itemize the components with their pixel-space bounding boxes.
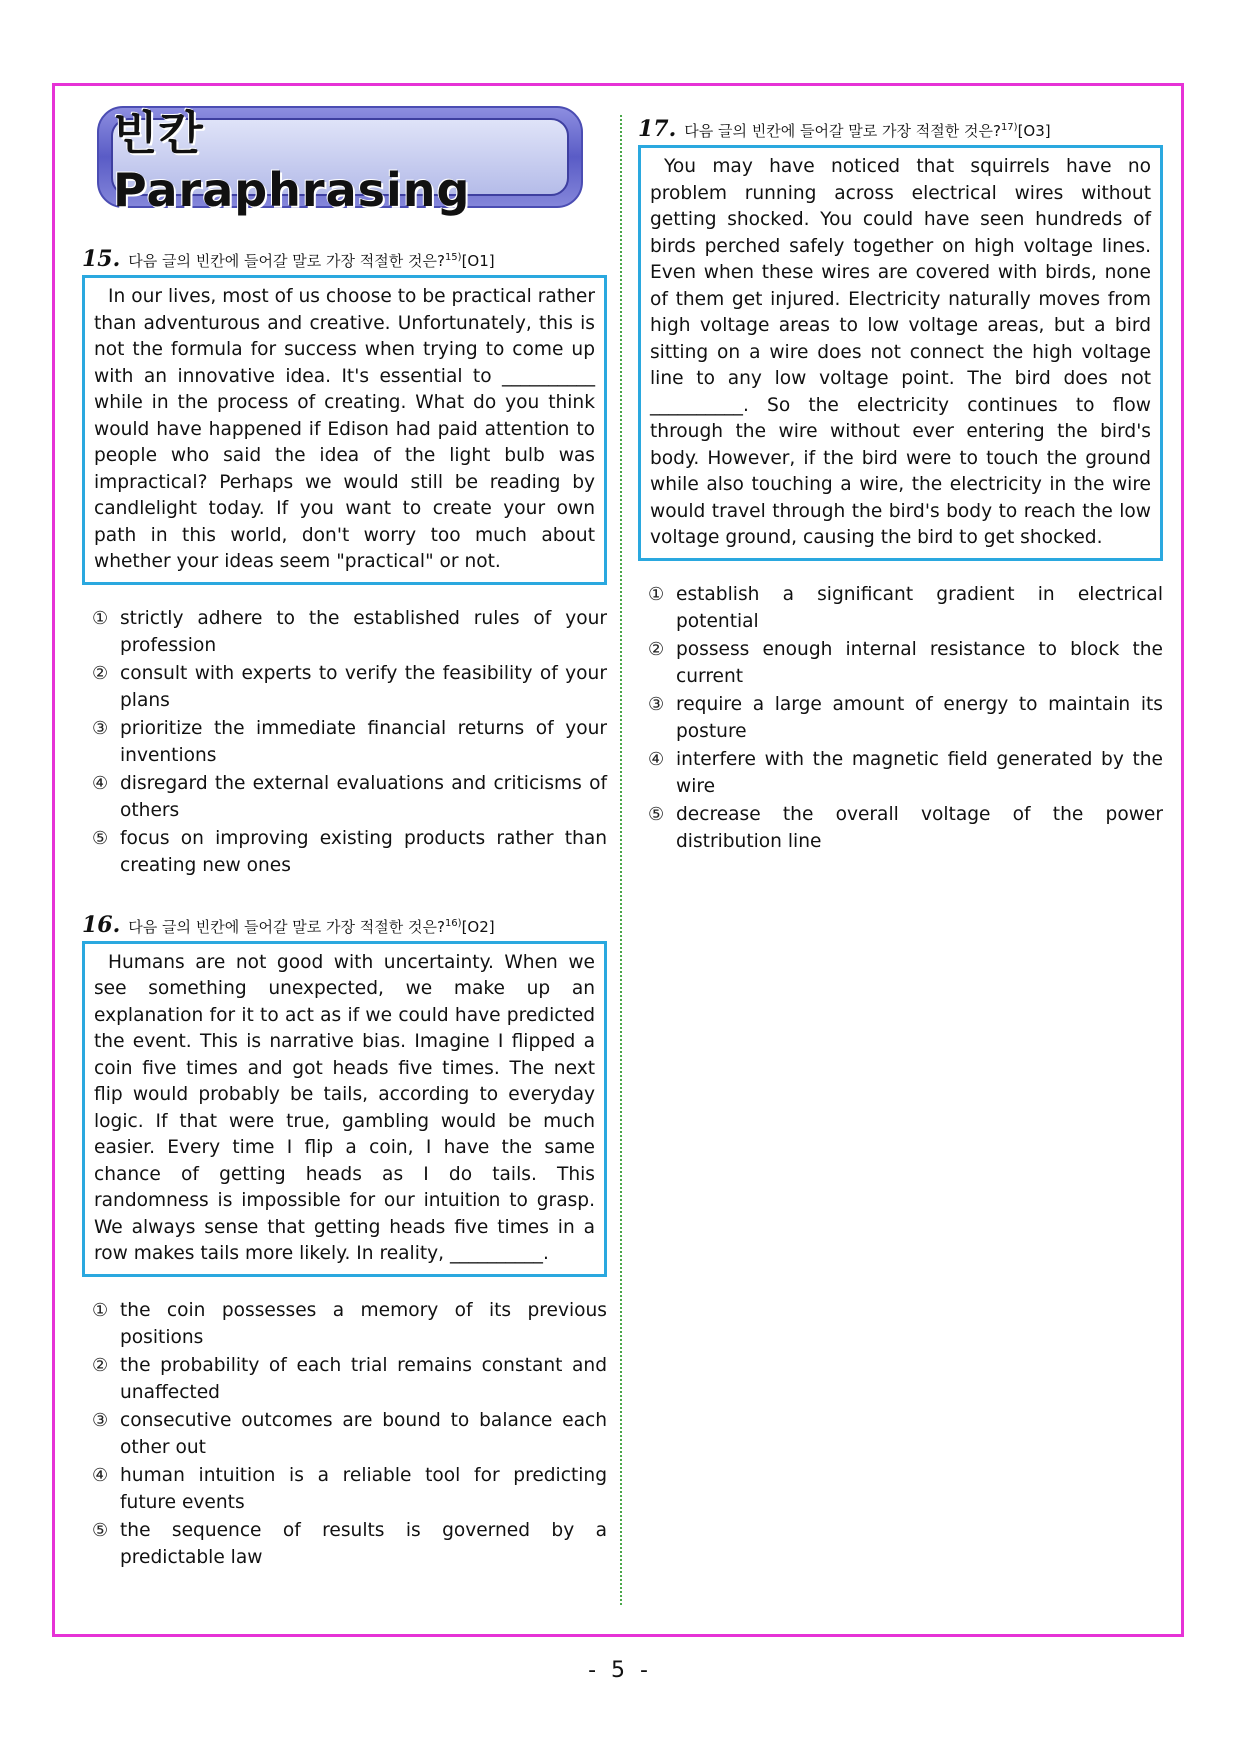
choice-text: establish a significant gradient in electrical potential bbox=[676, 583, 1163, 632]
footnote-ref: 17) bbox=[1000, 122, 1018, 133]
choice-number: ② bbox=[648, 638, 665, 660]
page-title: 빈칸 Paraphrasing bbox=[113, 106, 471, 217]
choice-item[interactable] bbox=[82, 1352, 607, 1407]
question-16 bbox=[82, 912, 607, 1572]
choice-text: the probability of each trial remains constant and unaffected bbox=[120, 1354, 607, 1403]
choice-number: ④ bbox=[92, 1464, 109, 1486]
question-header bbox=[82, 912, 607, 938]
choice-item[interactable] bbox=[638, 691, 1163, 746]
choice-text: prioritize the immediate financial returns of your inventions bbox=[120, 717, 607, 766]
question-number: 15. bbox=[82, 246, 121, 272]
choice-item[interactable] bbox=[638, 581, 1163, 636]
choice-text: possess enough internal resistance to block the current bbox=[676, 638, 1163, 687]
choice-number: ② bbox=[92, 662, 109, 684]
right-column bbox=[638, 116, 1163, 856]
title-banner-inner bbox=[111, 106, 569, 217]
choice-item[interactable] bbox=[638, 801, 1163, 856]
question-instruction: 다음 글의 빈칸에 들어갈 말로 가장 적절한 것은?$^{16)}$[O2] bbox=[128, 917, 495, 936]
passage-box: Humans are not good with uncertainty. When we see something unexpected, we make up an explanation for it to act as if we could have predicted the event. This is narrative bias. Imagine I flipped a coin five times and got heads five times. The next flip would probably be tails, according to everyday logic. If that were true, gambling would be much easier. Every time I flip a coin, I have the same chance of getting heads as I do tails. This randomness is impossible for our intuition to grasp. We always sense that getting heads five times in a row makes tails more likely. In reality, __________. bbox=[82, 941, 607, 1277]
choice-number: ⑤ bbox=[92, 1519, 109, 1541]
choice-text: decrease the overall voltage of the power distribution line bbox=[676, 803, 1163, 852]
choice-text: the coin possesses a memory of its previous positions bbox=[120, 1299, 607, 1348]
footnote-ref: 16) bbox=[444, 917, 462, 929]
column-divider bbox=[620, 115, 622, 1605]
choice-item[interactable] bbox=[82, 1297, 607, 1352]
passage-box: In our lives, most of us choose to be practical rather than adventurous and creative. Unfortunately, this is not the formula for success when trying to come up with an innovative idea. It's essential to __________ while in the process of creating. What do you think would have happened if Edison had paid attention to people who said the idea of the light bulb was impractical? Perhaps we would still be reading by candlelight today. If you want to create your own path in this world, don't worry too much about whether your ideas seem "practical" or not. bbox=[82, 275, 607, 585]
choice-number: ⑤ bbox=[648, 803, 665, 825]
passage-box: You may have noticed that squirrels have no problem running across electrical wires without getting shocked. You could have seen hundreds of birds perched safely together on high voltage lines. Even when these wires are covered with birds, none of them get injured. Electricity naturally moves from high voltage areas to low voltage areas, but a bird sitting on a wire does not connect the high voltage line to any low voltage point. The bird does not __________. So the electricity continues to flow through the wire without ever entering the bird's body. However, if the bird were to touch the ground while also touching a wire, the electricity in the wire would travel through the bird's body to reach the low voltage ground, causing the bird to get shocked. bbox=[638, 145, 1163, 561]
choice-list bbox=[638, 581, 1163, 856]
question-code: [O3] bbox=[1017, 122, 1051, 140]
choice-number: ③ bbox=[648, 693, 665, 715]
choice-text: focus on improving existing products rather than creating new ones bbox=[120, 827, 607, 876]
title-banner bbox=[97, 106, 583, 217]
choice-number: ① bbox=[92, 607, 109, 629]
choice-text: require a large amount of energy to maintain its posture bbox=[676, 693, 1163, 742]
question-number: 17. bbox=[638, 116, 677, 142]
question-17 bbox=[638, 116, 1163, 856]
choice-item[interactable] bbox=[82, 660, 607, 715]
choice-item[interactable] bbox=[82, 1407, 607, 1462]
choice-number: ③ bbox=[92, 1409, 109, 1431]
question-code: [O2] bbox=[461, 917, 495, 936]
question-instruction: 다음 글의 빈칸에 들어갈 말로 가장 적절한 것은?$^{17)}$[O3] bbox=[684, 122, 1051, 140]
question-instruction: 다음 글의 빈칸에 들어갈 말로 가장 적절한 것은?$^{15)}$[O1] bbox=[128, 252, 495, 270]
question-number: 16. bbox=[82, 911, 121, 938]
choice-number: ② bbox=[92, 1354, 109, 1376]
choice-number: ① bbox=[92, 1299, 109, 1321]
choice-item[interactable] bbox=[82, 715, 607, 770]
choice-item[interactable] bbox=[82, 605, 607, 660]
question-15 bbox=[82, 246, 607, 880]
choice-text: disregard the external evaluations and criticisms of others bbox=[120, 772, 607, 821]
choice-text: strictly adhere to the established rules of your profession bbox=[120, 607, 607, 656]
question-header bbox=[82, 246, 607, 272]
left-column bbox=[82, 106, 607, 1572]
choice-number: ④ bbox=[92, 772, 109, 794]
choice-item[interactable] bbox=[82, 1462, 607, 1517]
choice-text: interfere with the magnetic field generated by the wire bbox=[676, 748, 1163, 797]
footnote-ref: 15) bbox=[444, 252, 462, 263]
question-header bbox=[638, 116, 1163, 142]
choice-number: ③ bbox=[92, 717, 109, 739]
page-number: - 5 - bbox=[588, 1658, 652, 1683]
choice-text: human intuition is a reliable tool for predicting future events bbox=[120, 1464, 607, 1513]
choice-number: ① bbox=[648, 583, 665, 605]
choice-number: ⑤ bbox=[92, 827, 109, 849]
choice-item[interactable] bbox=[82, 825, 607, 880]
choice-text: consecutive outcomes are bound to balance each other out bbox=[120, 1409, 607, 1458]
choice-text: consult with experts to verify the feasibility of your plans bbox=[120, 662, 607, 711]
choice-list bbox=[82, 605, 607, 880]
choice-item[interactable] bbox=[82, 1517, 607, 1572]
choice-list bbox=[82, 1297, 607, 1572]
choice-item[interactable] bbox=[638, 746, 1163, 801]
choice-item[interactable] bbox=[638, 636, 1163, 691]
choice-item[interactable] bbox=[82, 770, 607, 825]
choice-text: the sequence of results is governed by a predictable law bbox=[120, 1519, 607, 1568]
question-code: [O1] bbox=[461, 252, 495, 270]
choice-number: ④ bbox=[648, 748, 665, 770]
